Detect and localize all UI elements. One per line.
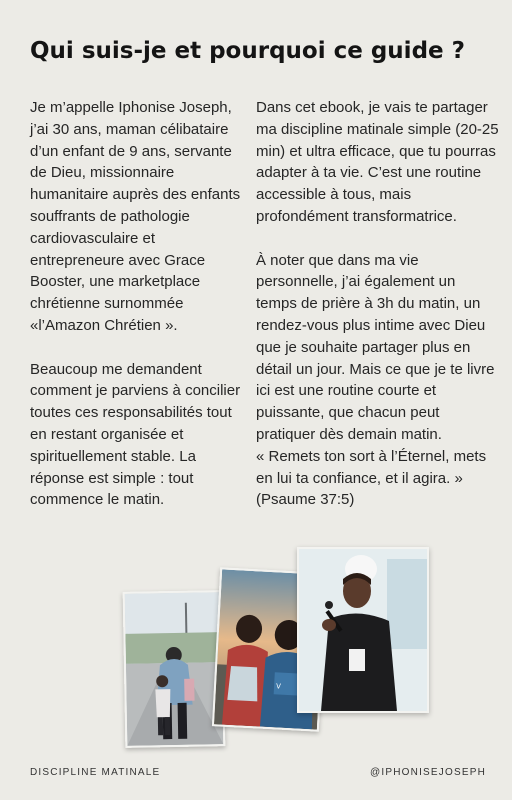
ebook-paragraph: Dans cet ebook, je vais te partager ma discipline matinale simple (20-25 min) et ultra efficace, que tu pourras adapter à ta vie. C’est une routine accessible à tous, mais profondément transformatrice. (256, 99, 499, 225)
photo-mother-child-walking (123, 590, 226, 748)
left-column (30, 97, 242, 533)
organisation-paragraph: Beaucoup me demandent comment je parviens à concilier toutes ces responsabilités tout en restant organisée et spirituellement stable. La réponse est simple : tout commence le matin. (30, 360, 241, 509)
footer-handle: @IPHONISEJOSEPH (370, 767, 486, 778)
prayer-paragraph: À noter que dans ma vie personnelle, j’ai également un temps de prière à 3h du matin, un rendez-vous plus intime avec Dieu que je souhaite partager plus en détail un jour. Mais ce que je te livre ici est une routine courte et puissante, que chacun peut pratiquer dès demain matin. « Remets ton sort à l’Éternel, mets en lui ta confiance, et il agira. » (Psaume 37:5) (256, 251, 495, 509)
right-column (256, 97, 500, 533)
svg-text:V: V (275, 682, 282, 691)
footer-guide-name: DISCIPLINE MATINALE (30, 767, 161, 778)
page-title: Qui suis-je et pourquoi ce guide ? (30, 38, 465, 64)
intro-paragraph: Je m’appelle Iphonise Joseph, j’ai 30 ans, maman célibataire d’un enfant de 9 ans, servante de Dieu, missionnaire humanitaire auprès des enfants souffrants de pathologie cardiovasculaire et entrepreneure avec Grace Booster, une marketplace chrétienne surnommée «l’Amazon Chrétien ». (30, 99, 241, 334)
photo-speaker-microphone (297, 547, 429, 713)
